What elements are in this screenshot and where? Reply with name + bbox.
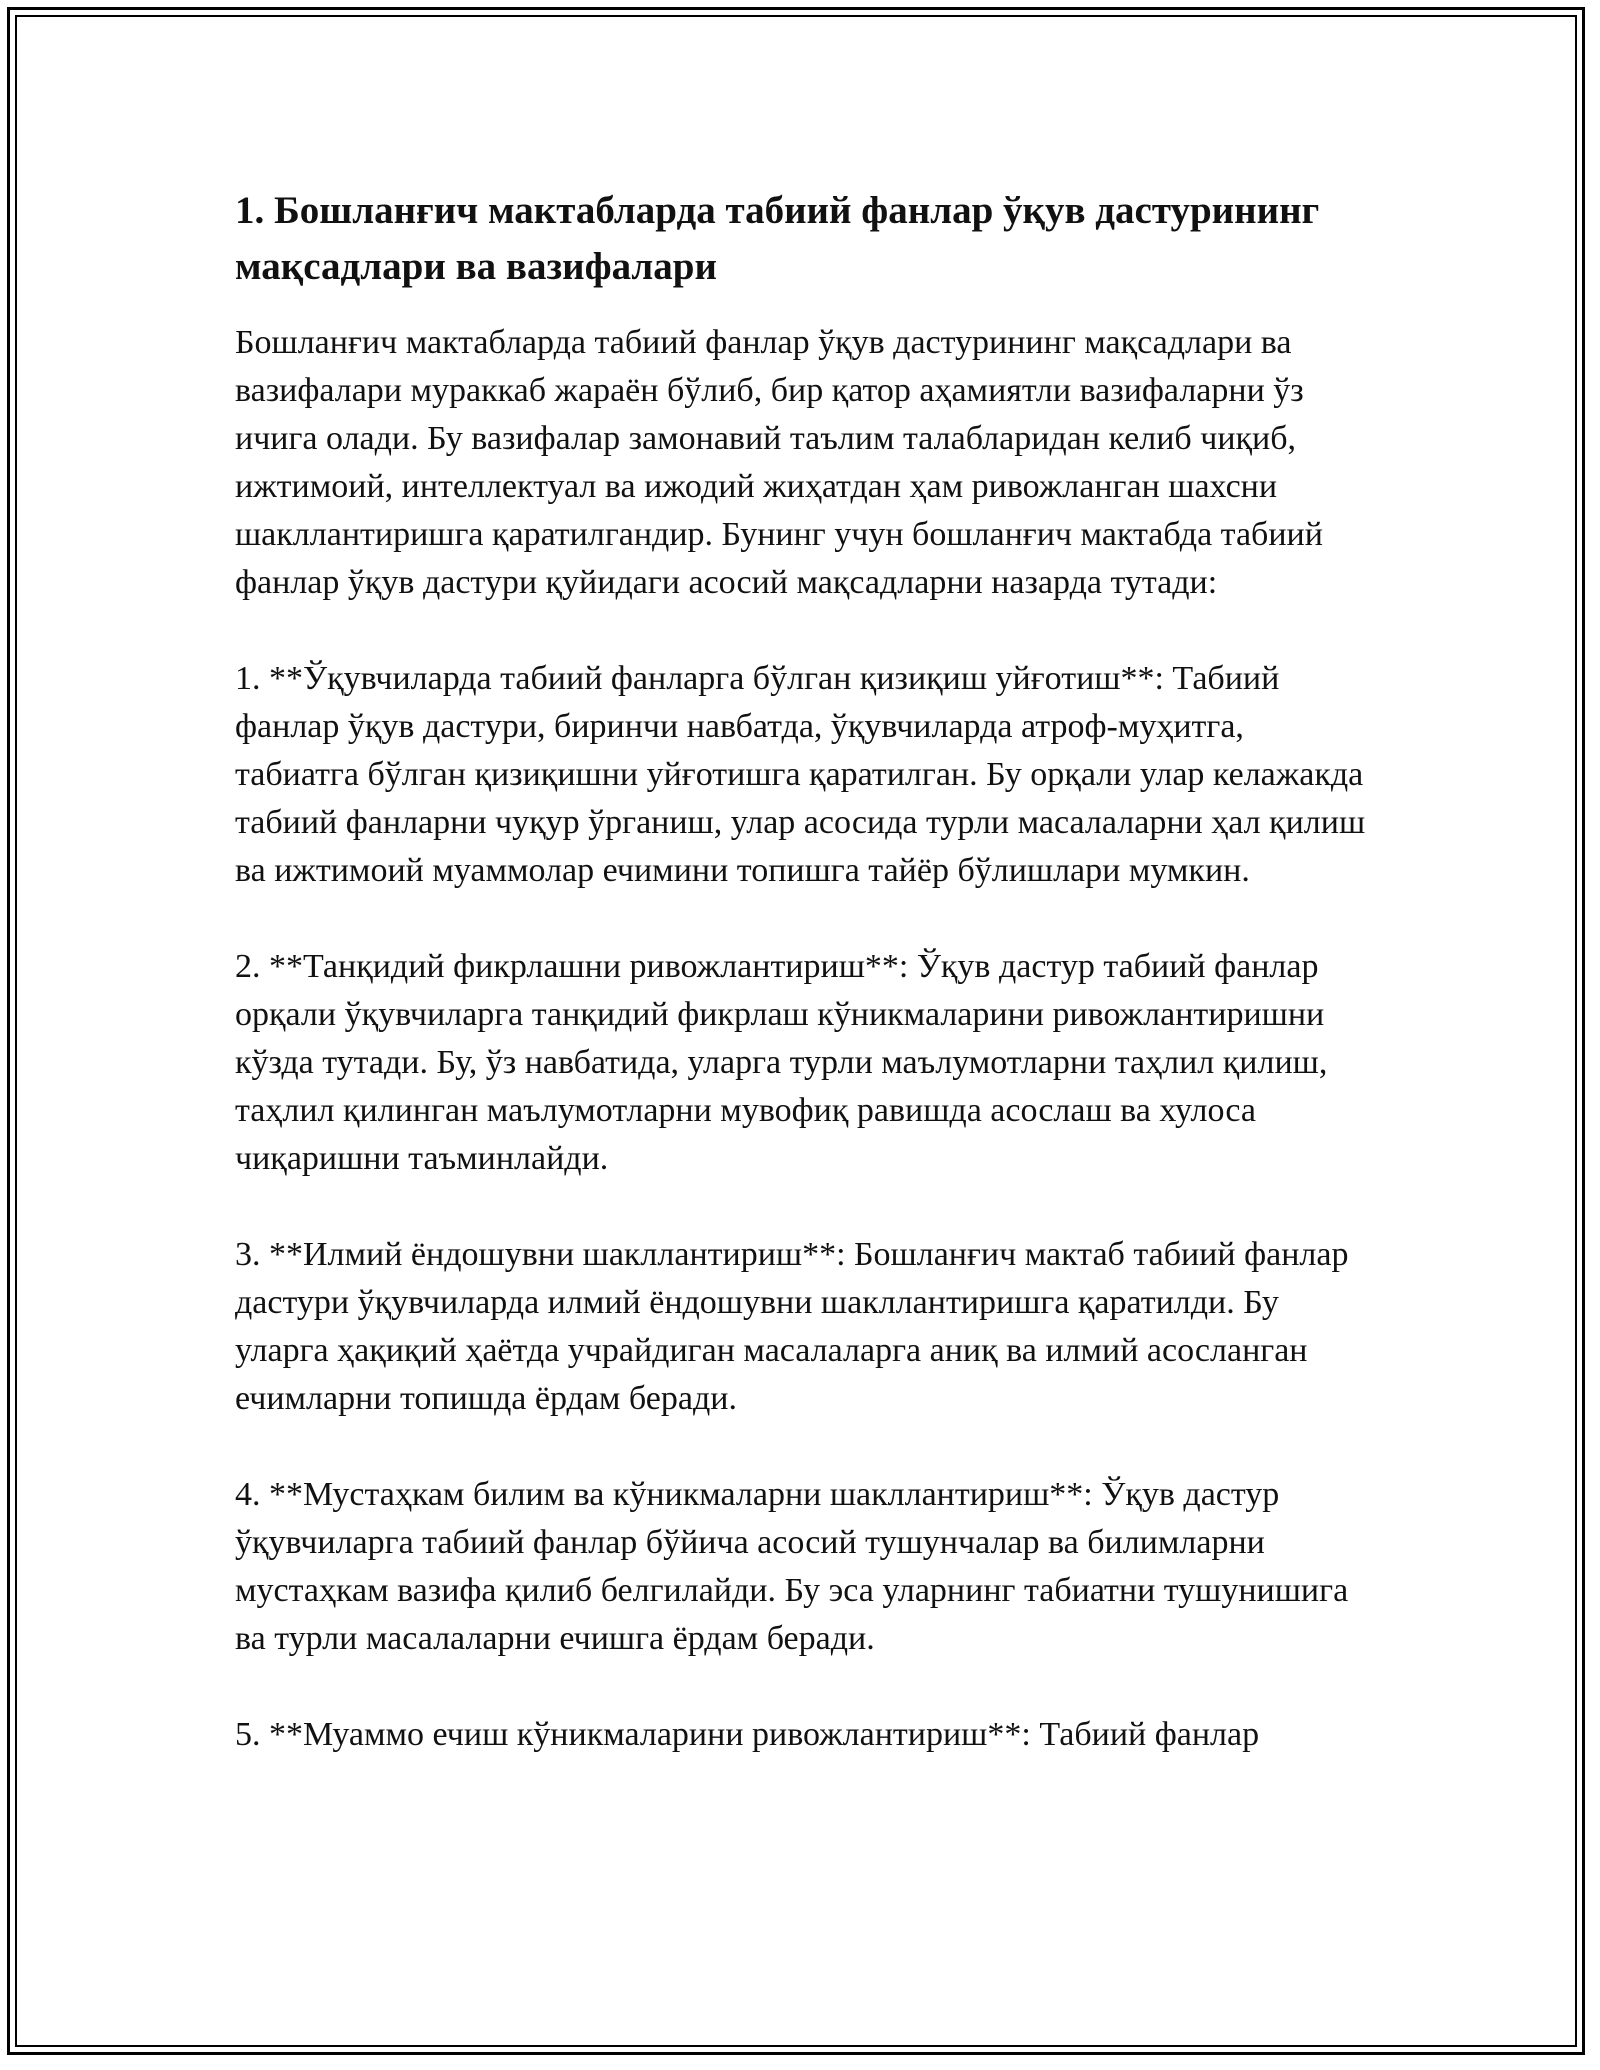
section-heading: 1. Бошланғич мактабларда табиий фанлар ўқув дастурининг мақсадлари ва вазифалари <box>235 189 1320 288</box>
list-item-3: 3. **Илмий ёндошувни шакллантириш**: Бошланғич мактаб табиий фанлар дастури ўқувчиларда илмий ёндошувни шакллантиришга қаратилди. Бу уларга ҳақиқий ҳаётда учрайдиган масалаларга аниқ ва илмий асосланган ечимларни топишда ёрдам беради. <box>235 1236 1349 1417</box>
list-item-1: 1. **Ўқувчиларда табиий фанларга бўлган қизиқиш уйғотиш**: Табиий фанлар ўқув дастури, биринчи навбатда, ўқувчиларда атроф-муҳитга, табиатга бўлган қизиқишни уйғотишга қаратилган. Бу орқали улар келажакда табиий фанларни чуқур ўрганиш, улар асосида турли масалаларни ҳал қилиш ва ижтимоий муаммолар ечимини топишга тайёр бўлишлари мумкин. <box>235 660 1366 889</box>
list-item-2: 2. **Танқидий фикрлашни ривожлантириш**: Ўқув дастур табиий фанлар орқали ўқувчиларга танқидий фикрлаш кўникмаларини ривожлантиришни кўзда тутади. Бу, ўз навбатида, уларга турли маълумотларни таҳлил қилиш, таҳлил қилинган маълумотларни мувофиқ равишда асослаш ва хулоса чиқаришни таъминлайди. <box>235 948 1328 1177</box>
list-item-4: 4. **Мустаҳкам билим ва кўникмаларни шакллантириш**: Ўқув дастур ўқувчиларга табиий фанлар бўйича асосий тушунчалар ва билимларни мустаҳкам вазифа қилиб белгилайди. Бу эса уларнинг табиатни тушунишига ва турли масалаларни ечишга ёрдам беради. <box>235 1476 1349 1657</box>
list-item-5: 5. **Муаммо ечиш кўникмаларини ривожлантириш**: Табиий фанлар <box>235 1716 1260 1753</box>
document-body <box>235 183 1375 1807</box>
intro-paragraph: Бошланғич мактабларда табиий фанлар ўқув дастурининг мақсадлари ва вазифалари мураккаб жараён бўлиб, бир қатор аҳамиятли вазифаларни ўз ичига олади. Бу вазифалар замонавий таълим талабларидан келиб чиқиб, ижтимоий, интеллектуал ва ижодий жиҳатдан ҳам ривожланган шахсни шакллантиришга қаратилгандир. Бунинг учун бошланғич мактабда табиий фанлар ўқув дастури қуйидаги асосий мақсадларни назарда тутади: <box>235 324 1323 601</box>
